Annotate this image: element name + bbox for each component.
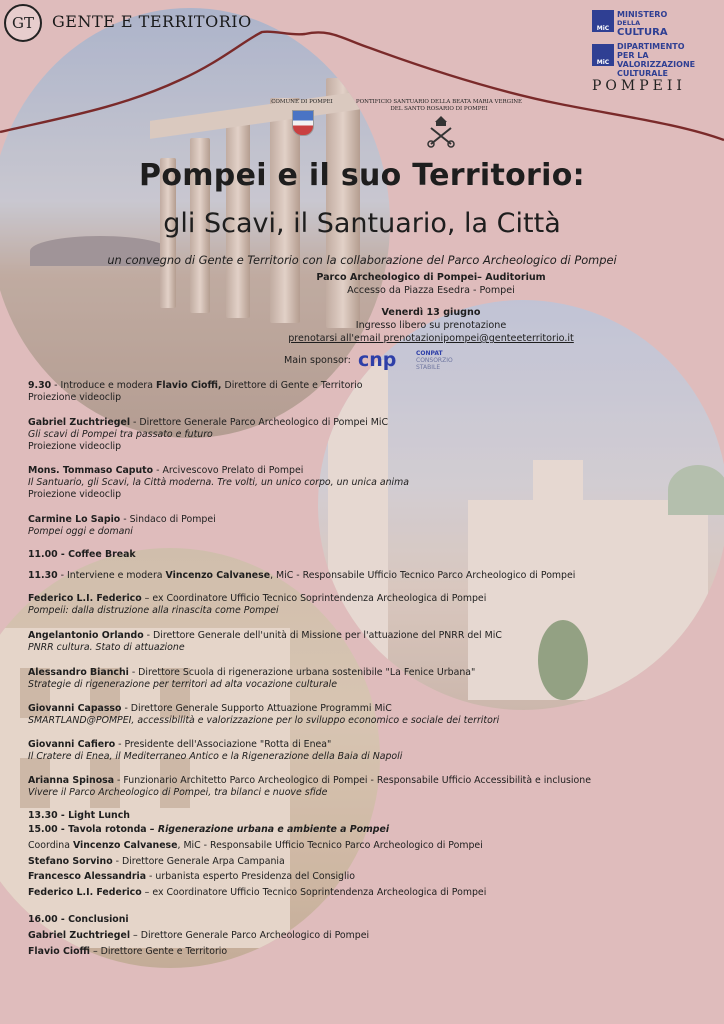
program-item: 11.30 - Interviene e modera Vincenzo Calvanese, MiC - Responsabile Ufficio Tecnico Parco Archeologico di Pompei xyxy=(28,570,576,581)
program-item: Giovanni Cafiero - Presidente dell'Associazione "Rotta di Enea" Il Cratere di Enea, il Mediterraneo Antico e la Rigenerazione della Baia di Napoli xyxy=(28,739,403,763)
page-title: Pompei e il suo Territorio: xyxy=(139,158,585,193)
mic-logo-icon: MiC xyxy=(592,10,614,32)
program-item: Mons. Tommaso Caputo - Arcivescovo Prelato di Pompei Il Santuario, gli Scavi, la Città moderna. Tre volti, un unico corpo, un unica anima Proiezione videoclip xyxy=(28,465,409,501)
program-item: Gabriel Zuchtriegel - Direttore Generale Parco Archeologico di Pompei MiC Gli scavi di Pompei tra passato e futuro Proiezione videoclip xyxy=(28,417,389,453)
closing-speaker: Gabriel Zuchtriegel – Direttore Generale Parco Archeologico di Pompei xyxy=(28,930,370,941)
closing-title: 16.00 - Conclusioni xyxy=(28,914,129,925)
round-table-panelist: Federico L.I. Federico – ex Coordinatore Ufficio Tecnico Soprintendenza Archeologica di Pompei xyxy=(28,887,487,898)
venue-place: Parco Archeologico di Pompei– Auditorium xyxy=(316,272,546,283)
event-date: Venerdì 13 giugno xyxy=(381,307,481,318)
program-item: Alessandro Bianchi - Direttore Scuola di rigenerazione urbana sostenibile "La Fenice Urbana" Strategie di rigenerazione per territori ad alta vocazione culturale xyxy=(28,667,476,691)
pompeii-logo: POMPEII xyxy=(592,78,686,94)
entry-info: Ingresso libero su prenotazione xyxy=(355,320,507,331)
program-item: Arianna Spinosa - Funzionario Architetto Parco Archeologico di Pompei - Responsabile Ufficio Accessibilità e inclusione Vivere il Parco Archeologico di Pompei, tra bilanci e nuove sfide xyxy=(28,775,591,799)
event-description: un convegno di Gente e Territorio con la collaborazione del Parco Archeologico di Pompei xyxy=(107,253,617,267)
coffee-break: 11.00 - Coffee Break xyxy=(28,549,136,560)
venue-access: Accesso da Piazza Esedra - Pompei xyxy=(347,285,515,296)
round-table-panelist: Francesco Alessandria - urbanista esperto Presidenza del Consiglio xyxy=(28,871,355,882)
cnp-sponsor-tagline: CONPAT CONSORZIO STABILE xyxy=(416,350,453,371)
round-table-title: 15.00 - Tavola rotonda – Rigenerazione urbana e ambiente a Pompei xyxy=(28,824,390,835)
round-table-coordinator: Coordina Vincenzo Calvanese, MiC - Responsabile Ufficio Tecnico Parco Archeologico di Pompei xyxy=(28,840,483,851)
santuario-label: PONTIFICIO SANTUARIO DELLA BEATA MARIA VERGINE DEL SANTO ROSARIO DI POMPEI xyxy=(355,99,523,112)
program-item: Carmine Lo Sapio - Sindaco di Pompei Pompei oggi e domani xyxy=(28,514,216,538)
department-name: DIPARTIMENTO PER LA VALORIZZAZIONE CULTURALE xyxy=(617,42,696,78)
page-subtitle: gli Scavi, il Santuario, la Città xyxy=(163,208,561,239)
comune-crest-icon xyxy=(292,110,314,136)
mic-logo-icon-2: MiC xyxy=(592,44,614,66)
closing-speaker: Flavio Cioffi – Direttore Gente e Territorio xyxy=(28,946,228,957)
comune-label: COMUNE DI POMPEI xyxy=(271,99,333,105)
program-item: Giovanni Capasso - Direttore Generale Supporto Attuazione Programmi MiC SMARTLAND@POMPEI, accessibilità e valorizzazione per lo sviluppo economico e sociale dei territori xyxy=(28,703,500,727)
light-lunch: 13.30 - Light Lunch xyxy=(28,810,130,821)
svg-text:cnp: cnp xyxy=(358,349,397,370)
cnp-sponsor-logo xyxy=(356,348,416,370)
papal-keys-icon xyxy=(426,114,456,148)
sponsor-label: Main sponsor: xyxy=(284,355,351,366)
program-item: Angelantonio Orlando - Direttore Generale dell'unità di Missione per l'attuazione del PNRR del MiC PNRR cultura. Stato di attuazione xyxy=(28,630,502,654)
booking-email-link[interactable]: prenotarsi all'email prenotazionipompei@genteeterritorio.it xyxy=(288,333,574,344)
round-table-panelist: Stefano Sorvino - Direttore Generale Arpa Campania xyxy=(28,856,285,867)
program-item: Federico L.I. Federico – ex Coordinatore Ufficio Tecnico Soprintendenza Archeologica di Pompei Pompeii: dalla distruzione alla rinascita come Pompei xyxy=(28,593,487,617)
gt-logo-icon: GT xyxy=(4,4,42,42)
brand-name: GENTE E TERRITORIO xyxy=(52,12,252,31)
program-item: 9.30 - Introduce e modera Flavio Cioffi, Direttore di Gente e Territorio Proiezione videoclip xyxy=(28,380,363,404)
ministry-name: MINISTERO DELLA CULTURA xyxy=(617,10,668,38)
